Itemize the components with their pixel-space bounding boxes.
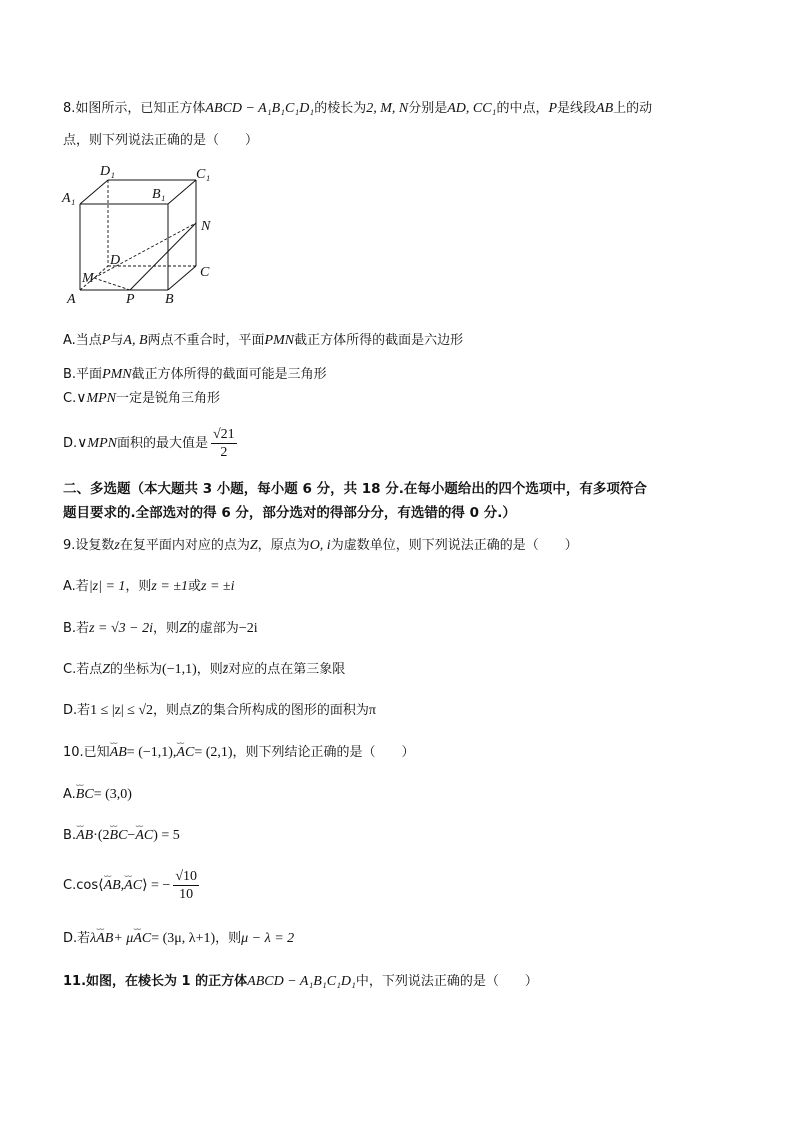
opt-math: , bbox=[120, 878, 125, 893]
fraction bbox=[173, 868, 199, 903]
denominator: 2 bbox=[220, 445, 228, 460]
q9-math: O, i bbox=[309, 538, 331, 553]
opt-math: λ bbox=[90, 931, 97, 946]
opt-text: B.若 bbox=[63, 621, 90, 636]
q9-math: Z bbox=[249, 538, 258, 553]
q8-ab: AB bbox=[596, 101, 614, 116]
opt-text: 的坐标为 bbox=[110, 662, 163, 677]
opt-text: 面积的最大值是 bbox=[116, 436, 208, 451]
label-B1: B₁ bbox=[152, 187, 166, 202]
opt-math: ∨MPN bbox=[77, 436, 117, 451]
numerator: √10 bbox=[175, 869, 198, 884]
opt-math: ⟩ = − bbox=[142, 878, 171, 893]
q8-stem-line1 bbox=[63, 100, 652, 118]
opt-text: 的虚部为 bbox=[186, 621, 239, 636]
opt-text: 对应的点在第三象限 bbox=[228, 662, 346, 677]
opt-math: 1 ≤ |z| ≤ √2 bbox=[90, 703, 154, 718]
vector-ab: ⌣⌣ AB bbox=[96, 930, 113, 948]
q8-option-d[interactable] bbox=[63, 424, 237, 464]
q8-segs: AD, CC₁ bbox=[447, 101, 497, 116]
opt-text: C. bbox=[63, 878, 77, 893]
opt-math: Z bbox=[179, 621, 187, 636]
vector-ab: ⌣⌣ AB bbox=[110, 744, 127, 762]
q10-text: ，则下列结论正确的是（ ） bbox=[232, 745, 415, 760]
opt-math: = (3,0) bbox=[93, 787, 132, 802]
opt-math: Z bbox=[102, 662, 111, 677]
edge-bc bbox=[168, 266, 196, 290]
q8-option-a[interactable] bbox=[63, 332, 463, 350]
opt-math: · bbox=[93, 828, 98, 843]
opt-text: ，则点 bbox=[153, 703, 193, 718]
vector-ab: ⌣⌣ AB bbox=[104, 866, 121, 906]
q10-option-d[interactable] bbox=[63, 930, 294, 948]
opt-text: 一定是锐角三角形 bbox=[116, 391, 221, 406]
label-B: B bbox=[165, 292, 174, 307]
vector-ac: ⌣⌣ AC bbox=[135, 827, 153, 845]
opt-math: π bbox=[368, 703, 376, 718]
q11-stem bbox=[63, 973, 538, 991]
opt-text: B. bbox=[63, 828, 77, 843]
q10-text: 10.已知 bbox=[63, 745, 110, 760]
opt-math: (−1,1) bbox=[162, 662, 197, 677]
q9-text: 在复平面内对应的点为 bbox=[119, 538, 250, 553]
label-C: C bbox=[200, 265, 210, 280]
opt-text: A.当点 bbox=[63, 333, 102, 348]
q8-option-c[interactable] bbox=[63, 390, 220, 408]
vector-ac: ⌣⌣ AC bbox=[176, 744, 194, 762]
opt-text: D.若 bbox=[63, 931, 91, 946]
opt-math: z = ±i bbox=[201, 579, 235, 594]
q10-option-a[interactable] bbox=[63, 786, 132, 804]
q8-text: 的中点， bbox=[496, 101, 549, 116]
label-M: M bbox=[82, 271, 94, 286]
opt-text: 与 bbox=[110, 333, 124, 348]
segment-mn bbox=[94, 223, 196, 278]
opt-math: μ − λ = 2 bbox=[241, 931, 295, 946]
q8-stem-line2: 点，则下列说法正确的是（ ） bbox=[63, 133, 259, 148]
opt-math: − bbox=[127, 828, 136, 843]
opt-text: 截正方体所得的截面可能是三角形 bbox=[131, 367, 327, 382]
q11-text: 中，下列说法正确的是（ ） bbox=[355, 974, 538, 989]
q10-math: = (2,1) bbox=[194, 745, 233, 760]
q10-stem bbox=[63, 744, 415, 762]
q9-text: 9.设复数 bbox=[63, 538, 115, 553]
opt-text: 的集合所构成的图形的面积为 bbox=[199, 703, 369, 718]
q8-cube-expr: ABCD − A₁B₁C₁D₁ bbox=[205, 101, 315, 116]
q8-text: 分别是 bbox=[408, 101, 448, 116]
q9-option-c[interactable] bbox=[63, 661, 345, 679]
q8-text: 是线段 bbox=[557, 101, 597, 116]
opt-text: D. bbox=[63, 436, 78, 451]
opt-text: 两点不重合时，平面 bbox=[147, 333, 265, 348]
label-A: A bbox=[67, 292, 76, 307]
edge-a1d1 bbox=[80, 180, 108, 204]
opt-math: (2 bbox=[97, 828, 110, 843]
vector-bc: ⌣⌣ BC bbox=[110, 827, 128, 845]
opt-math: z = ±1 bbox=[151, 579, 189, 594]
opt-text: B.平面 bbox=[63, 367, 103, 382]
q10-option-b[interactable] bbox=[63, 827, 180, 845]
opt-math: A, B bbox=[123, 333, 148, 348]
label-D1: D₁ bbox=[100, 164, 115, 179]
opt-math: ⟨ bbox=[98, 878, 104, 893]
vector-ac: ⌣⌣ AC bbox=[124, 866, 142, 906]
q9-text: ，原点为 bbox=[257, 538, 310, 553]
edge-b1c1 bbox=[168, 180, 196, 204]
opt-text: C.若点 bbox=[63, 662, 103, 677]
opt-text: ，则 bbox=[196, 662, 223, 677]
q9-text: 为虚数单位，则下列说法正确的是（ ） bbox=[330, 538, 578, 553]
label-D: D bbox=[110, 253, 121, 268]
q9-option-b[interactable] bbox=[63, 620, 258, 638]
opt-math: P bbox=[101, 333, 111, 348]
q9-math: z bbox=[114, 538, 120, 553]
label-C1: C₁ bbox=[196, 167, 211, 182]
section2-header-line1: 二、多选题（本大题共 3 小题，每小题 6 分，共 18 分.在每小题给出的四个选项中，有多项符合 bbox=[63, 481, 647, 497]
opt-text: ，则 bbox=[215, 931, 242, 946]
opt-math: PMN bbox=[102, 367, 132, 382]
q8-text: 上的动 bbox=[613, 101, 653, 116]
vector-bc: ⌣⌣ BC bbox=[76, 786, 94, 804]
opt-text: A.若 bbox=[63, 579, 89, 594]
vector-ac: ⌣⌣ AC bbox=[133, 930, 151, 948]
opt-text: ，则 bbox=[125, 579, 152, 594]
q8-text: 8.如图所示，已知正方体 bbox=[63, 101, 206, 116]
q8-p: P bbox=[548, 101, 558, 116]
q11-text: 11.如图，在棱长为 1 的正方体 bbox=[63, 974, 248, 989]
cube-figure bbox=[60, 160, 230, 310]
opt-math: PMN bbox=[264, 333, 295, 348]
opt-text: ，则 bbox=[152, 621, 179, 636]
opt-text: cos bbox=[76, 878, 99, 893]
q8-vals: 2, M, N bbox=[366, 101, 409, 116]
opt-math: −2i bbox=[238, 621, 258, 636]
opt-math: |z| = 1 bbox=[88, 579, 126, 594]
opt-math: z = √3 − 2i bbox=[89, 621, 153, 636]
opt-text: A. bbox=[63, 787, 76, 802]
opt-text: D.若 bbox=[63, 703, 91, 718]
opt-text: 或 bbox=[188, 579, 202, 594]
denominator: 10 bbox=[179, 887, 194, 902]
opt-math: z̄ bbox=[222, 662, 229, 677]
opt-math: ) = 5 bbox=[153, 828, 180, 843]
q8-text: 的棱长为 bbox=[314, 101, 367, 116]
label-N: N bbox=[201, 219, 211, 234]
opt-math: + μ bbox=[113, 931, 134, 946]
q9-option-a[interactable] bbox=[63, 578, 235, 596]
numerator: √21 bbox=[212, 427, 235, 442]
fraction bbox=[211, 426, 237, 461]
segment-mp bbox=[94, 278, 130, 290]
section2-header-line2: 题目要求的.全部选对的得 6 分，部分选对的得部分分，有选错的得 0 分.） bbox=[63, 505, 516, 521]
opt-text: 截正方体所得的截面是六边形 bbox=[294, 333, 464, 348]
q9-option-d[interactable] bbox=[63, 702, 376, 720]
opt-math: = (3μ, λ+1) bbox=[151, 931, 216, 946]
opt-math: Z bbox=[192, 703, 200, 718]
q9-stem bbox=[63, 537, 578, 555]
vector-ab: ⌣⌣ AB bbox=[76, 827, 93, 845]
label-A1: A₁ bbox=[62, 191, 76, 206]
q11-cube-expr: ABCD − A₁B₁C₁D₁ bbox=[247, 974, 356, 989]
segment-pn bbox=[130, 223, 196, 290]
opt-text: C. bbox=[63, 391, 77, 406]
q10-option-c[interactable] bbox=[63, 866, 199, 906]
opt-math: ∨MPN bbox=[76, 391, 117, 406]
q8-option-b[interactable] bbox=[63, 366, 327, 384]
q10-math: = (−1,1), bbox=[126, 745, 177, 760]
label-P: P bbox=[126, 292, 135, 307]
